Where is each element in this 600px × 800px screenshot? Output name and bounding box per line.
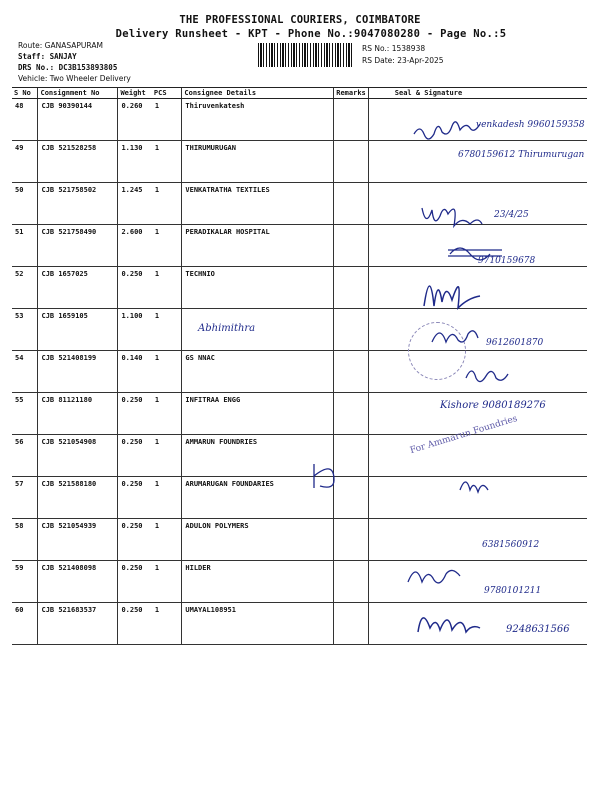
- signature-57b: [456, 474, 496, 496]
- row-remarks: [334, 393, 369, 435]
- row-weight: 0.250: [118, 519, 152, 561]
- row-pcs: 1: [152, 603, 182, 645]
- row-consignment: CJB 521054908: [38, 435, 118, 477]
- col-consignment: Consignment No: [38, 88, 118, 99]
- company-title: THE PROFESSIONAL COURIERS, COIMBATORE: [179, 14, 421, 26]
- table-row: [12, 477, 587, 519]
- row-sno: 51: [12, 225, 38, 267]
- row-consignee: THIRUMURUGAN: [182, 141, 334, 183]
- row-weight: 0.250: [118, 435, 152, 477]
- row-pcs: 1: [152, 267, 182, 309]
- row-sno: 57: [12, 477, 38, 519]
- row-pcs: 1: [152, 309, 182, 351]
- row-signature: [368, 519, 587, 561]
- row-consignee: ARUMARUGAN FOUNDARIES: [182, 477, 334, 519]
- row-remarks: [334, 183, 369, 225]
- row-sno: 53: [12, 309, 38, 351]
- row-signature: [368, 435, 587, 477]
- row-consignee: VENKATRATHA TEXTILES: [182, 183, 334, 225]
- phone-59: 9780101211: [484, 586, 542, 596]
- row-consignee: UMAYAL108951: [182, 603, 334, 645]
- row-weight: 1.100: [118, 309, 152, 351]
- row-consignee: INFITRAA ENGG: [182, 393, 334, 435]
- col-pcs: PCS: [152, 88, 182, 99]
- row-sno: 59: [12, 561, 38, 603]
- row-consignment: CJB 521408098: [38, 561, 118, 603]
- row-remarks: [334, 309, 369, 351]
- row-consignment: CJB 521758490: [38, 225, 118, 267]
- row-remarks: [334, 141, 369, 183]
- signature-54b: [462, 364, 512, 386]
- col-signature: Seal & Signature: [368, 88, 587, 99]
- row-pcs: 1: [152, 519, 182, 561]
- signature-60: [414, 610, 504, 640]
- route-label: Route: GANASAPURAM: [18, 41, 103, 50]
- row-sno: 58: [12, 519, 38, 561]
- row-sno: 48: [12, 99, 38, 141]
- row-pcs: 1: [152, 477, 182, 519]
- phone-54: 9612601870: [486, 338, 544, 348]
- row-remarks: [334, 267, 369, 309]
- row-pcs: 1: [152, 435, 182, 477]
- row-consignee: TECHNIO: [182, 267, 334, 309]
- row-pcs: 1: [152, 561, 182, 603]
- col-sno: S No: [12, 88, 38, 99]
- rs-number: RS No.: 1538938: [362, 44, 426, 53]
- row-pcs: 1: [152, 141, 182, 183]
- staff-label: Staff: SANJAY: [18, 52, 77, 61]
- row-remarks: [334, 225, 369, 267]
- row-remarks: [334, 519, 369, 561]
- handwritten-consignee: Abhimithra: [198, 323, 256, 334]
- signature-59: [404, 566, 484, 590]
- date-51: 23/4/25: [494, 210, 529, 220]
- row-sno: 60: [12, 603, 38, 645]
- row-consignee: PERADIKALAR HOSPITAL: [182, 225, 334, 267]
- signature-57: [308, 460, 340, 490]
- row-consignee: HILDER: [182, 561, 334, 603]
- row-pcs: 1: [152, 225, 182, 267]
- row-sno: 50: [12, 183, 38, 225]
- company-stamp: For Ammarun Foundries: [408, 413, 519, 457]
- phone-52: 9710159678: [478, 256, 536, 266]
- runsheet-subtitle: Delivery Runsheet - KPT - Phone No.:9047080280 - Page No.:5: [115, 28, 507, 40]
- row-consignee: GS NNAC: [182, 351, 334, 393]
- row-pcs: 1: [152, 183, 182, 225]
- row-weight: 0.250: [118, 603, 152, 645]
- phone-58: 6381560912: [482, 540, 540, 550]
- row-consignee: Thiruvenkatesh: [182, 99, 334, 141]
- row-consignment: CJB 521054939: [38, 519, 118, 561]
- table-row: [12, 435, 587, 477]
- row-remarks: [334, 351, 369, 393]
- signature-53: [420, 272, 490, 312]
- row-remarks: [334, 603, 369, 645]
- row-sno: 55: [12, 393, 38, 435]
- col-remarks: Remarks: [334, 88, 369, 99]
- row-weight: 0.250: [118, 477, 152, 519]
- row-weight: 1.245: [118, 183, 152, 225]
- row-pcs: 1: [152, 393, 182, 435]
- phone-60: 9248631566: [506, 624, 570, 635]
- row-consignment: CJB 521408199: [38, 351, 118, 393]
- table-row: [12, 267, 587, 309]
- rs-date: RS Date: 23-Apr-2025: [362, 56, 444, 65]
- row-weight: 1.130: [118, 141, 152, 183]
- row-consignment: CJB 521683537: [38, 603, 118, 645]
- row-consignment: CJB 90390144: [38, 99, 118, 141]
- row-consignment: CJB 521588180: [38, 477, 118, 519]
- drs-number: DRS No.: DC3B153893805: [18, 63, 118, 72]
- row-consignee: ADULON POLYMERS: [182, 519, 334, 561]
- row-weight: 0.250: [118, 393, 152, 435]
- row-sno: 49: [12, 141, 38, 183]
- row-sno: 52: [12, 267, 38, 309]
- row-consignment: CJB 521758502: [38, 183, 118, 225]
- row-weight: 0.250: [118, 561, 152, 603]
- row-sno: 56: [12, 435, 38, 477]
- barcode-image: [258, 43, 354, 67]
- row-consignee: AMMARUN FOUNDRIES: [182, 435, 334, 477]
- phone-55: Kishore 9080189276: [440, 400, 546, 411]
- row-consignment: CJB 1659105: [38, 309, 118, 351]
- col-weight: Weight: [118, 88, 152, 99]
- row-consignment: CJB 521528258: [38, 141, 118, 183]
- row-remarks: [334, 99, 369, 141]
- row-pcs: 1: [152, 99, 182, 141]
- row-weight: 2.600: [118, 225, 152, 267]
- table-row: [12, 561, 587, 603]
- phone-48: venkadesh 9960159358: [476, 120, 585, 130]
- row-pcs: 1: [152, 351, 182, 393]
- phone-49: 6780159612 Thirumurugan: [458, 150, 585, 160]
- row-consignment: CJB 81121180: [38, 393, 118, 435]
- row-sno: 54: [12, 351, 38, 393]
- col-consignee: Consignee Details: [182, 88, 334, 99]
- row-weight: 0.260: [118, 99, 152, 141]
- row-remarks: [334, 561, 369, 603]
- table-header-row: [12, 88, 587, 99]
- row-weight: 0.140: [118, 351, 152, 393]
- signature-48: [410, 112, 570, 148]
- row-weight: 0.250: [118, 267, 152, 309]
- row-consignment: CJB 1657025: [38, 267, 118, 309]
- vehicle-label: Vehicle: Two Wheeler Delivery: [18, 74, 131, 83]
